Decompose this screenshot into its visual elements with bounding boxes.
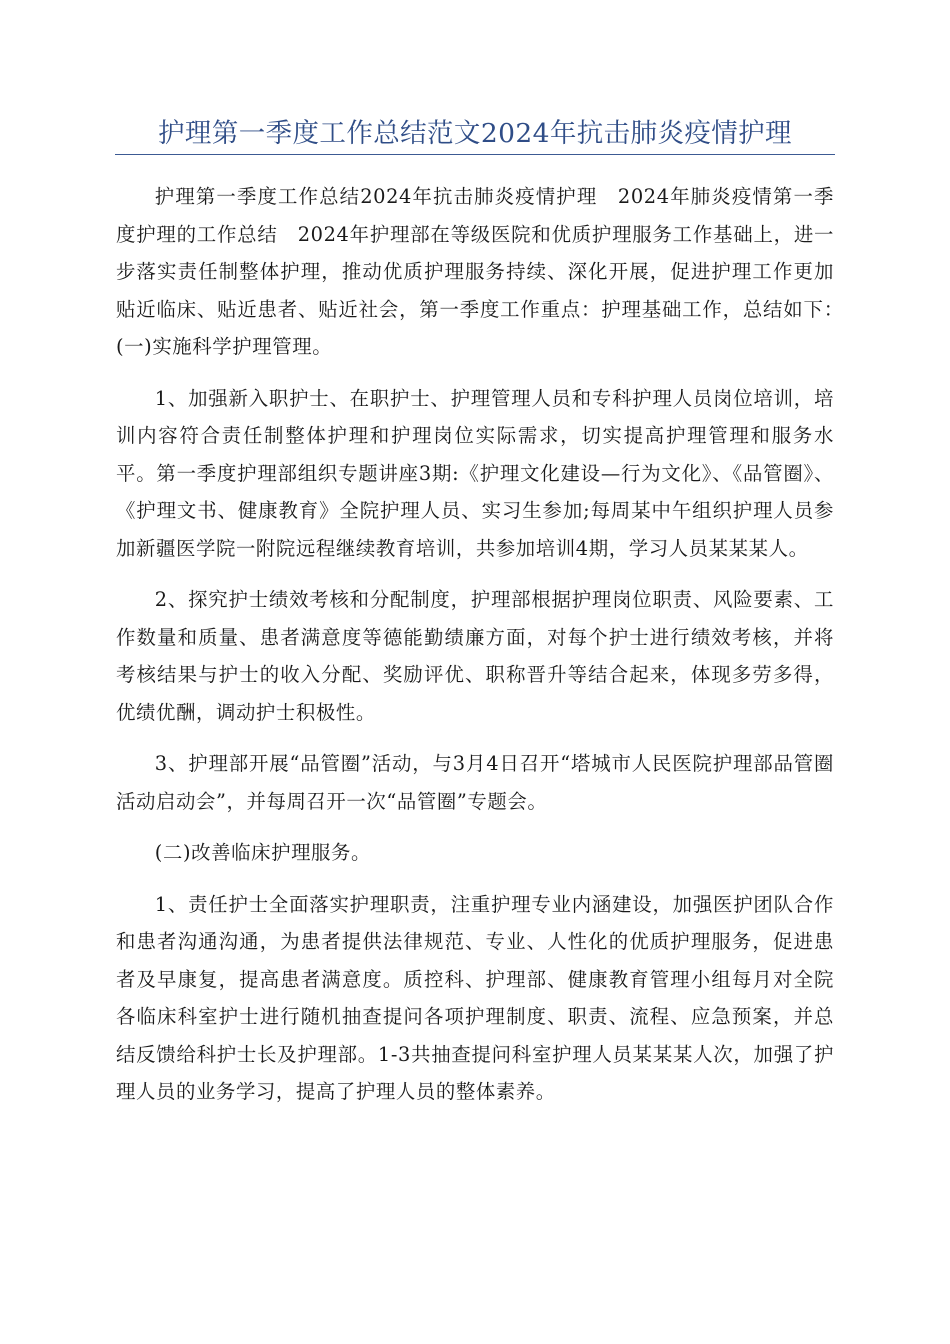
paragraph-performance: 2、探究护士绩效考核和分配制度，护理部根据护理岗位职责、风险要素、工作数量和质量、患者满意度等德能勤绩廉方面，对每个护士进行绩效考核，并将考核结果与护士的收入分配、奖励评优、职称晋升等结合起来，体现多劳多得，优绩优酬，调动护士积极性。: [116, 588, 834, 724]
document-body: [116, 178, 854, 1125]
document-title: 护理第一季度工作总结范文2024年抗击肺炎疫情护理: [158, 118, 792, 149]
paragraph-training: 1、加强新入职护士、在职护士、护理管理人员和专科护理人员岗位培训，培训内容符合责任制整体护理和护理岗位实际需求，切实提高护理管理和服务水平。第一季度护理部组织专题讲座3期:《护理文化建设—行为文化》、《品管圈》、《护理文书、健康教育》全院护理人员、实习生参加;每周某中午组织护理人员参加新疆医学院一附院远程继续教育培训，共参加培训4期，学习人员某某某人。: [116, 386, 834, 560]
title-underline: [115, 154, 835, 155]
paragraph-intro: 护理第一季度工作总结2024年抗击肺炎疫情护理 2024年肺炎疫情第一季度护理的工作总结 2024年护理部在等级医院和优质护理服务工作基础上，进一步落实责任制整体护理，推动优质护理服务持续、深化开展，促进护理工作更加贴近临床、贴近患者、贴近社会，第一季度工作重点：护理基础工作，总结如下： (一)实施科学护理管理。: [116, 185, 854, 358]
section-heading-clinical-service: (二)改善临床护理服务。: [154, 841, 372, 864]
paragraph-quality-circle: 3、护理部开展“品管圈”活动，与3月4日召开“塔城市人民医院护理部品管圈活动启动会”，并每周召开一次“品管圈”专题会。: [116, 752, 834, 813]
paragraph-responsibility: 1、责任护士全面落实护理职责，注重护理专业内涵建设，加强医护团队合作和患者沟通沟通，为患者提供法律规范、专业、人性化的优质护理服务，促进患者及早康复，提高患者满意度。质控科、护理部、健康教育管理小组每月对全院各临床科室护士进行随机抽查提问各项护理制度、职责、流程、应急预案，并总结反馈给科护士长及护理部。1-3共抽查提问科室护理人员某某某人次，加强了护理人员的业务学习，提高了护理人员的整体素养。: [116, 892, 834, 1103]
